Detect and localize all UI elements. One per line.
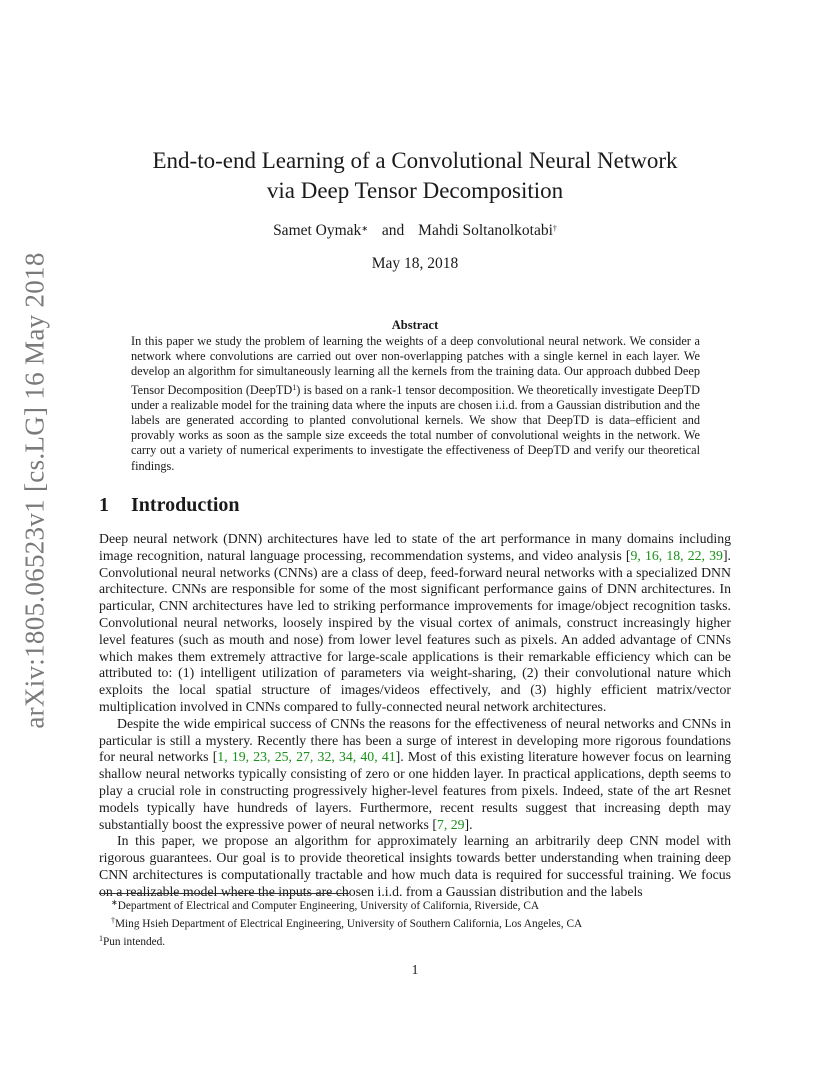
paragraph-3-text-a: In this paper, we propose an algorithm for approximately learning an arbitrarily deep CNN model with rigorous guarantees. Our goal is to provide theoretical insights towards better understanding when training deep CNN architectures is computationally tractable and how much data is required for successful training. We focus on a realizable model where the inputs are chosen i.i.d. from a Gaussian distribution and the labels [99, 833, 731, 899]
paragraph-2 [99, 716, 731, 834]
abstract-footnote-mark: 1 [292, 382, 297, 392]
footnote-1 [99, 896, 739, 914]
footnotes [99, 896, 739, 949]
paragraph-3 [99, 833, 731, 900]
footnote-divider [99, 893, 349, 894]
author-2: Mahdi Soltanolkotabi [418, 222, 553, 239]
paragraph-2-text-b: ]. Most of this existing literature however focus on learning shallow neural networks typically consisting of zero or one hidden layer. In practical applications, depth seems to play a crucial role in constructing progressively higher-level features from pixels. Indeed, state of the art Resnet models typically have hundreds of layers. Furthermore, recent results suggest that increasing depth may substantially boost the expressive power of neural networks [ [99, 749, 731, 832]
page-number: 1 [411, 962, 419, 977]
paragraph-1-text-a: Deep neural network (DNN) architectures have led to state of the art performance in many domains including image recognition, natural language processing, recommendation systems, and video analysis [ [99, 531, 731, 563]
abstract-heading: Abstract [391, 318, 439, 332]
abstract-text [131, 334, 700, 474]
author-1-mark: ∗ [361, 224, 369, 233]
citation-link[interactable]: 7, 29 [436, 816, 465, 832]
paragraph-2-text-a: Despite the wide empirical success of CNNs the reasons for the effectiveness of neural networks and CNNs in particular is still a mystery. Recently there has been a surge of interest in developing more rigorous foundations for neural networks [ [99, 715, 731, 765]
section-title: Introduction [131, 494, 240, 516]
title-line-1: End-to-end Learning of a Convolutional Neural Network [152, 148, 678, 173]
footnote-3-text: Pun intended. [103, 935, 166, 948]
paper-title [100, 146, 730, 206]
arxiv-stamp-text: arXiv:1805.06523v1 [cs.LG] 16 May 2018 [19, 251, 50, 729]
author-1: Samet Oymak [273, 222, 362, 239]
section-heading-introduction [99, 494, 240, 517]
paragraph-2-text-c: ]. [464, 816, 473, 832]
footnote-2-text: Ming Hsieh Department of Electrical Engineering, University of Southern California, Los Angeles, CA [115, 917, 583, 930]
author-2-mark: † [552, 224, 557, 233]
footnote-1-text: Department of Electrical and Computer Engineering, University of California, Riverside, CA [117, 900, 540, 912]
footnote-3-mark: 1 [99, 933, 103, 943]
section-number: 1 [99, 494, 109, 516]
abstract-text-part-2: ) is based on a rank-1 tensor decomposition. We theoretically investigate DeepTD under a realizable model for the training data where the inputs are chosen i.i.d. from a Gaussian distribution and the labels are generated according to planted convolutional kernels. We show that DeepTD is data–efficient and provably works as soon as the sample size exceeds the total number of convolutional weights in the network. We carry out a variety of numerical experiments to investigate the effectiveness of DeepTD and verify our theoretical findings. [131, 382, 700, 473]
introduction-body [99, 531, 731, 901]
paper-date: May 18, 2018 [371, 255, 459, 272]
abstract-text-part-1: In this paper we study the problem of learning the weights of a deep convolutional neural network. We consider a network where convolutions are carried out over non-overlapping patches with a single kernel in each layer. We develop an algorithm for simultaneously learning all the kernels from the training data. Our approach dubbed Deep Tensor Decomposition (DeepTD [131, 334, 700, 397]
title-line-2: via Deep Tensor Decomposition [266, 178, 564, 203]
footnote-3 [99, 932, 739, 950]
footnote-1-mark: ∗ [111, 898, 118, 907]
citation-link[interactable]: 1, 19, 23, 25, 27, 32, 34, 40, 41 [217, 749, 396, 765]
arxiv-identifier-stamp [19, 251, 50, 729]
citation-link[interactable]: 9, 16, 18, 22, 39 [630, 547, 723, 563]
footnote-2 [99, 914, 739, 932]
author-list [100, 222, 730, 240]
author-conjunction: and [381, 222, 405, 239]
footnote-2-mark: † [111, 915, 115, 925]
paragraph-1-text-b: ]. Convolutional neural networks (CNNs) are a class of deep, feed-forward neural networks with a specialized DNN architecture. CNNs are responsible for some of the most significant performance gains of DNN architectures. In particular, CNN architectures have led to striking performance improvements for image/object recognition tasks. Convolutional neural networks, loosely inspired by the visual cortex of animals, construct increasingly higher level features (such as mouth and nose) from lower level features such as pixels. An added advantage of CNNs which makes them extremely attractive for large-scale applications is their remarkable efficiency which can be attributed to: (1) intelligent utilization of parameters via weight-sharing, (2) their convolutional nature which exploits the local spatial structure of images/videos effectively, and (3) highly efficient matrix/vector multiplication involved in CNNs compared to fully-connected neural network architectures. [99, 547, 731, 714]
paragraph-1 [99, 531, 731, 716]
